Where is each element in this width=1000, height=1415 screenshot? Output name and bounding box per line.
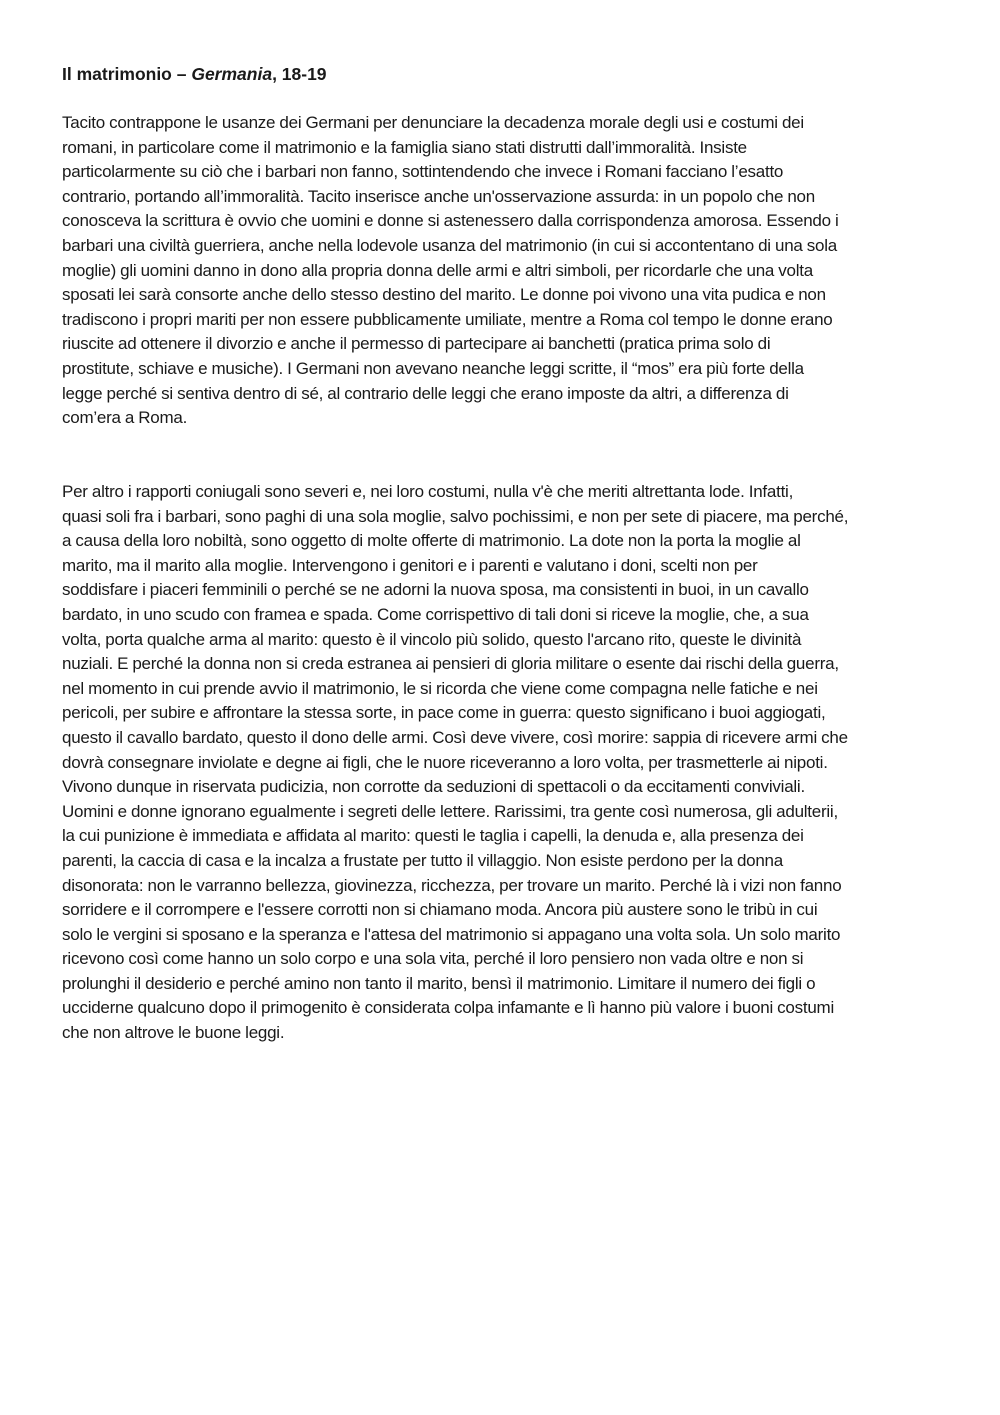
text-line: bardato, in uno scudo con framea e spada. Come corrispettivo di tali doni si riceve la moglie, che, a sua [62, 604, 809, 624]
text-line: sposati lei sarà consorte anche dello stesso destino del marito. Le donne poi vivono una vita pudica e non [62, 285, 826, 305]
commentary-paragraph [62, 111, 942, 431]
text-line: conosceva la scrittura è ovvio che uomini e donne si astenessero dalla corrispondenza amorosa. Essendo i [62, 211, 839, 231]
text-line: dovrà consegnare inviolate e degne ai figli, che le nuore riceveranno a loro volta, per trasmetterle ai nipoti. [62, 752, 828, 772]
text-line: soddisfare i piaceri femminili o perché se ne adorni la nuova sposa, ma consistenti in buoi, in un cavallo [62, 580, 809, 600]
translation-paragraph [62, 480, 942, 1046]
text-line: a causa della loro nobiltà, sono oggetto di molte offerte di matrimonio. La dote non la porta la moglie al [62, 531, 801, 551]
text-line: Tacito contrappone le usanze dei Germani per denunciare la decadenza morale degli usi e costumi dei [62, 113, 804, 132]
text-line: legge perché si sentiva dentro di sé, al contrario delle leggi che erano imposte da altri, a differenza di [62, 383, 789, 403]
text-line: contrario, portando all’immoralità. Tacito inserisce anche un'osservazione assurda: in un popolo che non [62, 186, 815, 206]
text-line: questo il cavallo bardato, questo il dono delle armi. Così deve vivere, così morire: sappia di ricevere armi che [62, 727, 848, 747]
document-title [62, 62, 942, 86]
text-line: romani, in particolare come il matrimonio e la famiglia siano stati distrutti dall’immoralità. Insiste [62, 137, 747, 157]
text-line: Per altro i rapporti coniugali sono severi e, nei loro costumi, nulla v'è che meriti altrettanta lode. Infatti, [62, 482, 794, 501]
text-line: Uomini e donne ignorano egualmente i segreti delle lettere. Rarissimi, tra gente così numerosa, gli adulterii, [62, 801, 838, 821]
text-line: com’era a Roma. [62, 408, 188, 428]
text-line: prostitute, schiave e musiche). I Germani non avevano neanche leggi scritte, il “mos” era più forte della [62, 358, 804, 378]
text-line: sorridere e il corrompere e l'essere corrotti non si chiamano moda. Ancora più austere sono le tribù in cui [62, 900, 818, 920]
text-line: quasi soli fra i barbari, sono paghi di una sola moglie, salvo pochissimi, e non per sete di piacere, ma perché, [62, 506, 849, 526]
text-line: marito, ma il marito alla moglie. Intervengono i genitori e i parenti e valutano i doni, scelti non per [62, 555, 758, 575]
text-line: Vivono dunque in riservata pudicizia, non corrotte da seduzioni di spettacoli o da eccitamenti conviviali. [62, 777, 805, 797]
text-line: tradiscono i propri mariti per non essere pubblicamente umiliate, mentre a Roma col tempo le donne erano [62, 309, 833, 329]
text-line: nuziali. E perché la donna non si creda estranea ai pensieri di gloria militare o esente dai rischi della guerra, [62, 654, 839, 674]
text-line: moglie) gli uomini danno in dono alla propria donna delle armi e altri simboli, per ricordarle che una volta [62, 260, 813, 280]
text-line: prolunghi il desiderio e perché amino non tanto il marito, bensì il matrimonio. Limitare il numero dei figli o [62, 973, 816, 993]
title-prefix: Il matrimonio – [62, 64, 192, 84]
text-line: volta, porta qualche arma al marito: questo è il vincolo più solido, questo l'arcano rito, queste le divinità [62, 629, 802, 649]
text-line: pericoli, per subire e affrontare la stessa sorte, in pace come in guerra: questo significano i buoi aggiogati, [62, 703, 826, 723]
text-line: ricevono così come hanno un solo corpo e una sola vita, perché il loro pensiero non vada oltre e non si [62, 949, 804, 969]
text-line: barbari una civiltà guerriera, anche nella lodevole usanza del matrimonio (in cui si accontentano di una sola [62, 235, 837, 255]
text-line: nel momento in cui prende avvio il matrimonio, le si ricorda che viene come compagna nelle fatiche e nei [62, 678, 818, 698]
text-line: solo le vergini si sposano e la speranza e l'attesa del matrimonio si appagano una volta sola. Un solo marito [62, 924, 841, 944]
text-line: disonorata: non le varranno bellezza, giovinezza, ricchezza, per trovare un marito. Perché là i vizi non fanno [62, 875, 842, 895]
text-line: riuscite ad ottenere il divorzio e anche il permesso di partecipare ai banchetti (pratica prima solo di [62, 334, 771, 354]
text-line: la cui punizione è immediata e affidata al marito: questi le taglia i capelli, la denuda e, alla presenza dei [62, 826, 804, 846]
text-line: ucciderne qualcuno dopo il primogenito è considerata colpa infamante e lì hanno più valore i buoni costumi [62, 998, 834, 1018]
title-work: Germania [191, 64, 273, 84]
title-suffix: , 18-19 [272, 64, 327, 84]
text-line: parenti, la caccia di casa e la incalza a frustate per tutto il villaggio. Non esiste perdono per la donna [62, 850, 783, 870]
text-line: che non altrove le buone leggi. [62, 1023, 285, 1043]
text-line: particolarmente su ciò che i barbari non fanno, sottintendendo che invece i Romani facciano l’esatto [62, 162, 784, 182]
